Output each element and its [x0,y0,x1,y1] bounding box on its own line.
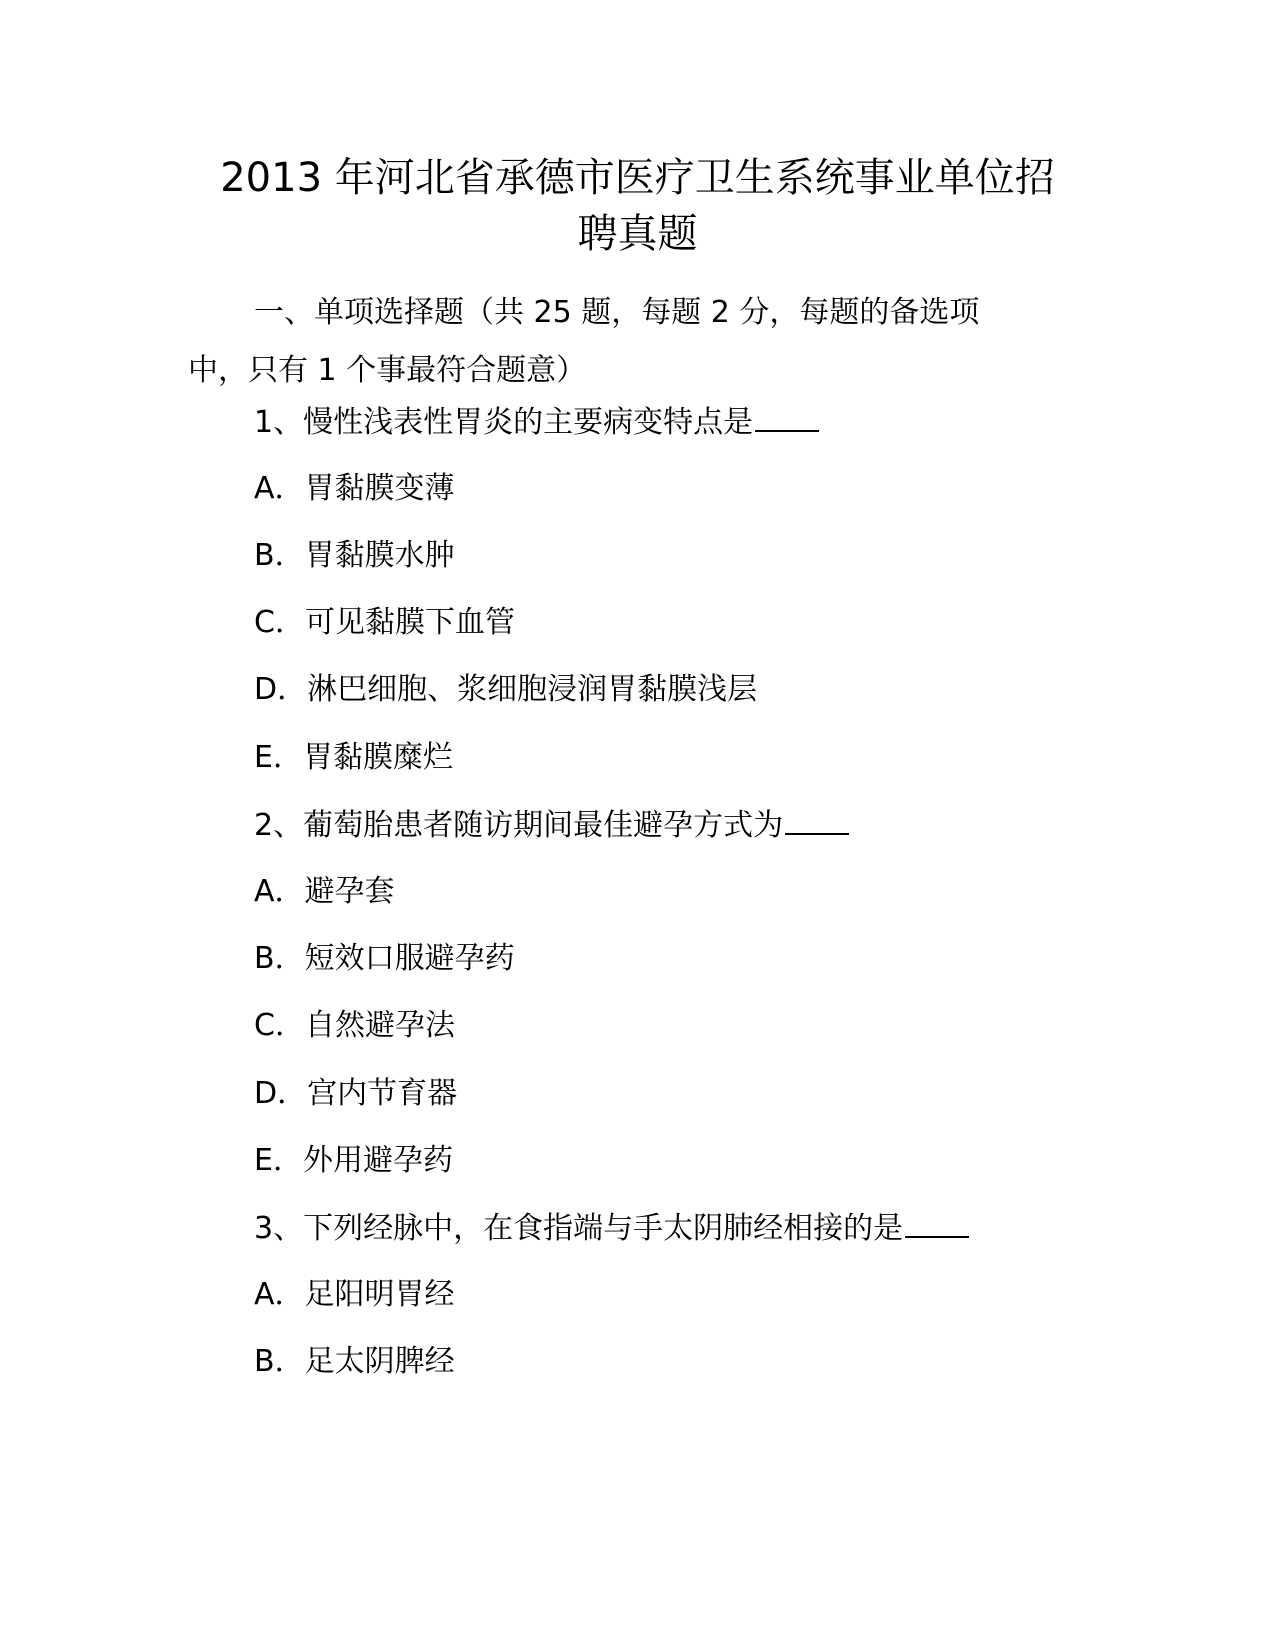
answer-blank [905,1208,969,1238]
question-1-stem [254,402,819,443]
section-heading-line-2: 中，只有 1 个事最符合题意） [188,353,587,388]
question-stem-text: 1、慢性浅表性胃炎的主要病变特点是 [254,405,754,440]
title-line-2: 聘真题 [577,211,698,257]
document-title [150,150,1125,262]
question-2-option-b: B．短效口服避孕药 [254,941,515,976]
section-heading [188,284,1088,400]
section-heading-line-1: 一、单项选择题（共 25 题，每题 2 分，每题的备选项 [254,295,980,330]
question-2-option-d: D．宫内节育器 [254,1076,458,1111]
answer-blank [785,805,849,835]
question-1-option-a: A．胃黏膜变薄 [254,471,455,506]
title-line-1: 2013 年河北省承德市医疗卫生系统事业单位招 [220,155,1055,201]
question-stem-text: 3、下列经脉中，在食指端与手太阴肺经相接的是 [254,1211,904,1246]
question-1-option-b: B．胃黏膜水肿 [254,538,455,573]
question-3-stem [254,1208,969,1249]
question-1-option-d: D．淋巴细胞、浆细胞浸润胃黏膜浅层 [254,672,758,707]
question-stem-text: 2、葡萄胎患者随访期间最佳避孕方式为 [254,808,784,843]
question-2-stem [254,805,849,846]
question-2-option-e: E．外用避孕药 [254,1143,453,1178]
question-2-option-c: C．自然避孕法 [254,1008,455,1043]
question-1-option-e: E．胃黏膜糜烂 [254,740,453,775]
question-1-option-c: C．可见黏膜下血管 [254,605,515,640]
question-2-option-a: A．避孕套 [254,874,395,909]
question-3-option-b: B．足太阴脾经 [254,1344,455,1379]
answer-blank [755,402,819,432]
question-3-option-a: A．足阳明胃经 [254,1277,455,1312]
